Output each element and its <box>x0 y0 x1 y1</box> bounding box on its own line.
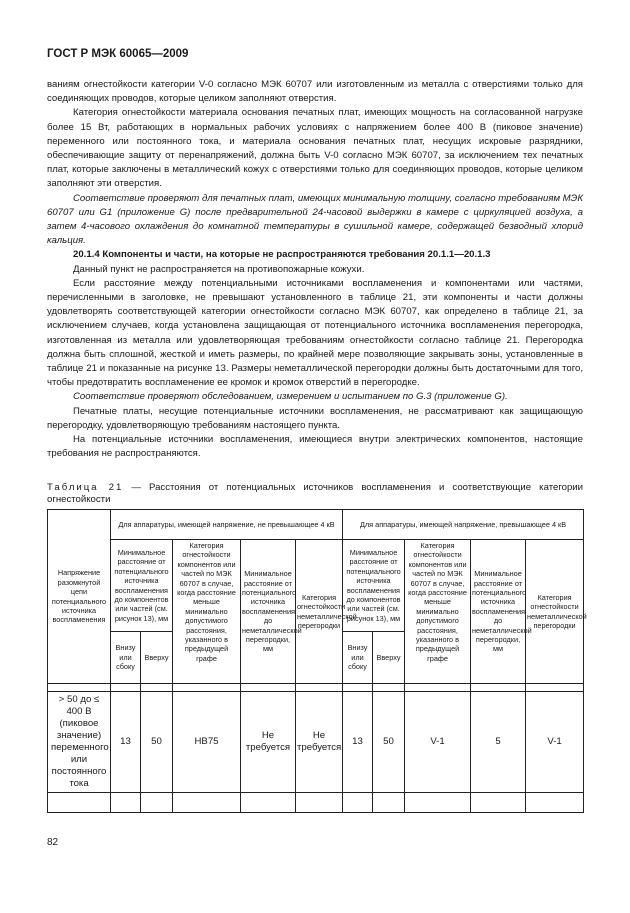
header-barrier-distance: Минимальное расстояние от потенциального источника воспламенения до неметаллической перегородки, мм <box>241 540 296 684</box>
header-group-low: Для аппаратуры, имеющей напряжение, не превышающее 4 кВ <box>111 510 343 540</box>
header-min-distance: Минимальное расстояние от потенциального источника воспламенения до компонентов или частей (см. рисунок 13), мм <box>343 540 405 632</box>
cell-high-barrier-category: V-1 <box>526 692 584 793</box>
cell-high-below: 13 <box>343 692 373 793</box>
paragraph: На потенциальные источники воспламенения, имеющиеся внутри электрических компонентов, настоящие требования не распространяются. <box>47 434 583 460</box>
cell-low-category: HB75 <box>173 692 241 793</box>
header-min-distance: Минимальное расстояние от потенциального источника воспламенения до компонентов или частей (см. рисунок 13), мм <box>111 540 173 632</box>
paragraph-compliance: Соответствие проверяют обследованием, измерением и испытанием по G.3 (приложение G). <box>73 391 508 403</box>
table-caption-text: — Расстояния от потенциальных источников воспламенения и соответствующие категории огнестойкости <box>47 482 583 505</box>
header-category: Категория огнестойкости компонентов или частей по МЭК 60707 в случае, когда расстояние меньше минимально допустимого расстояния, указанного в предыдущей графе <box>173 540 241 684</box>
distances-table <box>47 509 587 813</box>
header-barrier-category: Категория огнестойкости неметаллической перегородки <box>296 540 343 684</box>
body-text <box>47 78 583 461</box>
header-barrier-distance: Минимальное расстояние от потенциального источника воспламенения до неметаллической перегородки, мм <box>471 540 526 684</box>
header-below: Внизу или сбоку <box>111 632 141 684</box>
header-voltage: Напряжение разомкнутой цепи потенциального источника воспламенения <box>48 510 111 684</box>
paragraph: ваниям огнестойкости категории V-0 согласно МЭК 60707 или изготовленным из металла с отверстиями только для соединяющих проводов, которые целиком заполняют отверстия. <box>47 79 583 105</box>
table-caption <box>47 482 583 506</box>
header-below: Внизу или сбоку <box>343 632 373 684</box>
section-heading: 20.1.4 Компоненты и части, на которые не распространяются требования 20.1.1—20.1.3 <box>73 249 491 261</box>
header-category: Категория огнестойкости компонентов или частей по МЭК 60707 в случае, когда расстояние меньше минимально допустимого расстояния, указанного в предыдущей графе <box>405 540 471 684</box>
cell-low-below: 13 <box>111 692 141 793</box>
table-row <box>48 692 584 793</box>
paragraph: Печатные платы, несущие потенциальные источники воспламенения, не рассматривают как защищающую перегородку, удовлетворяющую требованиям настоящего пункта. <box>47 405 583 431</box>
header-group-high: Для аппаратуры, имеющей напряжение, превышающее 4 кВ <box>343 510 584 540</box>
header-above: Вверху <box>141 632 173 684</box>
header-barrier-category: Категория огнестойкости неметаллической перегородки <box>526 540 584 684</box>
header-above: Вверху <box>373 632 405 684</box>
cell-high-above: 50 <box>373 692 405 793</box>
paragraph: Категория огнестойкости материала основания печатных плат, имеющих мощность на согласованной нагрузке более 15 Вт, работающих в нормальных рабочих условиях с напряжением более 400 В (пиковое значение) переменного или постоянного тока, и материала основания печатных плат, несущих искровые разрядники, обеспечивающие защиту от перенапряжений, должна быть V-0 согласно МЭК 60707, за исключением тех печатных плат, которые заключены в металлический кожух с отверстиями только для соединяющих проводов, которые целиком заполняют эти отверстия. <box>47 107 583 190</box>
cell-low-barrier-category: Не требуется <box>296 692 343 793</box>
cell-low-above: 50 <box>141 692 173 793</box>
cell-high-category: V-1 <box>405 692 471 793</box>
paragraph: Если расстояние между потенциальными источниками воспламенения и компонентами или частями, перечисленными в заголовке, не превышают установленного в таблице 21, эти компоненты и части должны удовлетворять соответствующей категории огнестойкости согласно МЭК 60707, как определено в таблице 21, за исключением случаев, когда установлена защищающая от потенциального источника воспламенения перегородка, изготовленная из металла или удовлетворяющая требованиям огнестойкости согласно таблице 21. Перегородка должна быть сплошной, жесткой и иметь размеры, по крайней мере позволяющие закрывать зоны, установленные в таблице 21 и показанные на рисунке 13. Размеры неметаллической перегородки должны быть достаточными для того, чтобы предотвратить воспламенение ее кромок и кромок отверстий в перегородке. <box>47 277 583 389</box>
paragraph-compliance: Соответствие проверяют для печатных плат, имеющих минимальную толщину, согласно требованиям МЭК 60707 или G1 (приложение G) после предварительной 24-часовой выдержки в камере с циркуляцией воздуха, а затем 4-часового охлаждения до комнатной температуры в сушильной камере, содержащей безводный хлорид кальция. <box>47 192 583 247</box>
row-voltage-label: > 50 до ≤ 400 В (пиковое значение) переменного или постоянного тока <box>48 692 111 793</box>
cell-high-barrier-distance: 5 <box>471 692 526 793</box>
cell-low-barrier-distance: Не требуется <box>241 692 296 793</box>
page-number: 82 <box>47 837 59 848</box>
table-caption-label: Таблица 21 <box>47 482 124 493</box>
paragraph: Данный пункт не распространяется на противопожарные кожухи. <box>73 263 365 275</box>
document-header: ГОСТ Р МЭК 60065—2009 <box>47 48 189 60</box>
